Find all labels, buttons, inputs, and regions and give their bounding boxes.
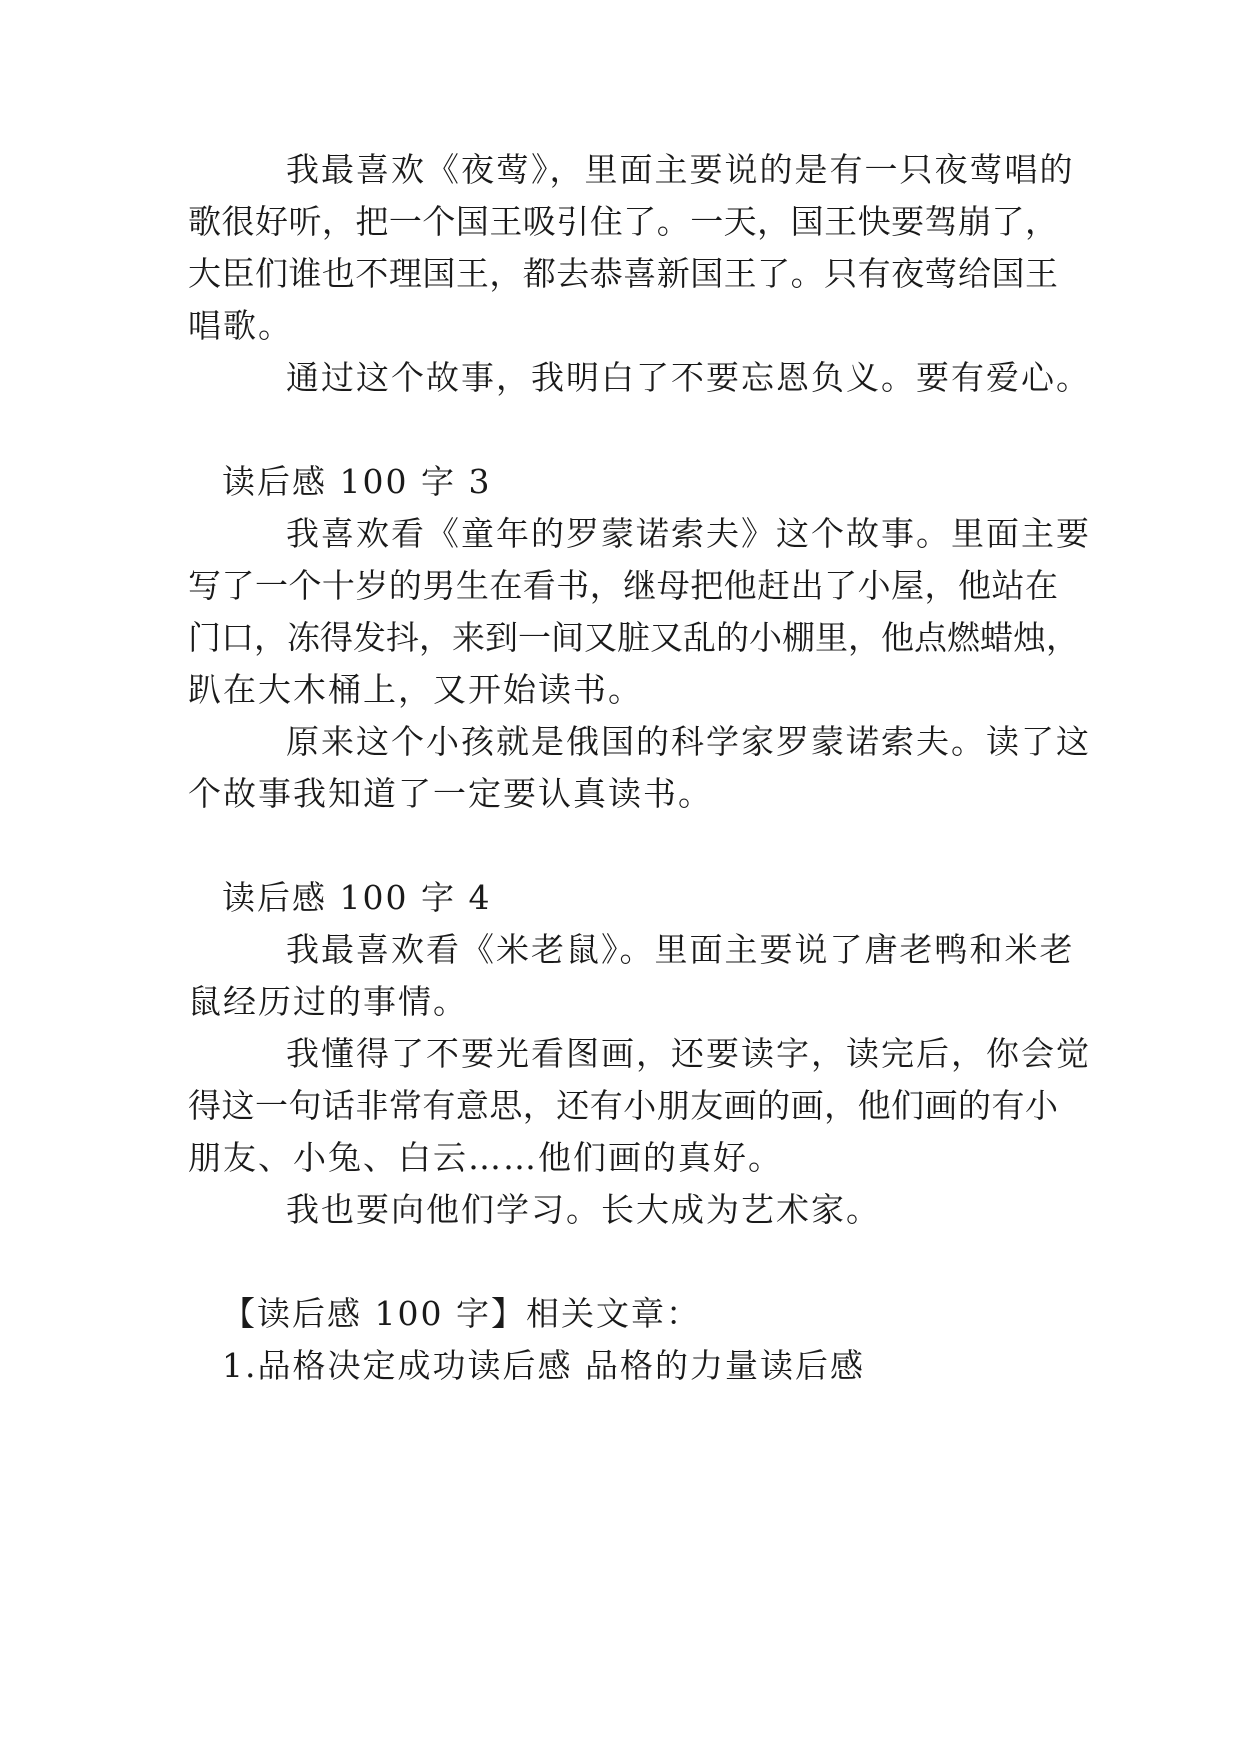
paragraph-line: 我懂得了不要光看图画，还要读字，读完后，你会觉 [286,1034,1091,1073]
paragraph-line: 原来这个小孩就是俄国的科学家罗蒙诺索夫。读了这 [286,722,1091,761]
paragraph-line: 趴在大木桶上，又开始读书。 [188,670,643,709]
paragraph-line: 个故事我知道了一定要认真读书。 [188,774,713,813]
paragraph-line: 门口，冻得发抖，来到一间又脏又乱的小棚里，他点燃蜡烛， [188,618,1079,657]
paragraph-line: 我也要向他们学习。长大成为艺术家。 [286,1190,881,1229]
paragraph-line: 我最喜欢看《米老鼠》。里面主要说了唐老鸭和米老 [286,930,1075,969]
paragraph-line: 鼠经历过的事情。 [188,982,468,1021]
paragraph-line: 得这一句话非常有意思，还有小朋友画的画，他们画的有小 [188,1086,1058,1125]
paragraph-line: 通过这个故事，我明白了不要忘恩负义。要有爱心。 [286,358,1091,397]
related-link[interactable]: 1.品格决定成功读后感 品格的力量读后感 [222,1346,865,1385]
paragraph-line: 我喜欢看《童年的罗蒙诺索夫》这个故事。里面主要 [286,514,1091,553]
related-heading: 【读后感 100 字】相关文章： [222,1294,701,1333]
paragraph-line: 大臣们谁也不理国王，都去恭喜新国王了。只有夜莺给国王 [188,254,1058,293]
section-heading: 读后感 100 字 3 [222,462,492,501]
paragraph-line: 我最喜欢《夜莺》，里面主要说的是有一只夜莺唱的 [286,150,1075,189]
paragraph-line: 唱歌。 [188,306,293,345]
paragraph-line: 歌很好听，把一个国王吸引住了。一天，国王快要驾崩了， [188,202,1058,241]
section-heading: 读后感 100 字 4 [222,878,492,917]
paragraph-line: 写了一个十岁的男生在看书，继母把他赶出了小屋，他站在 [188,566,1058,605]
paragraph-line: 朋友、小兔、白云……他们画的真好。 [188,1138,783,1177]
